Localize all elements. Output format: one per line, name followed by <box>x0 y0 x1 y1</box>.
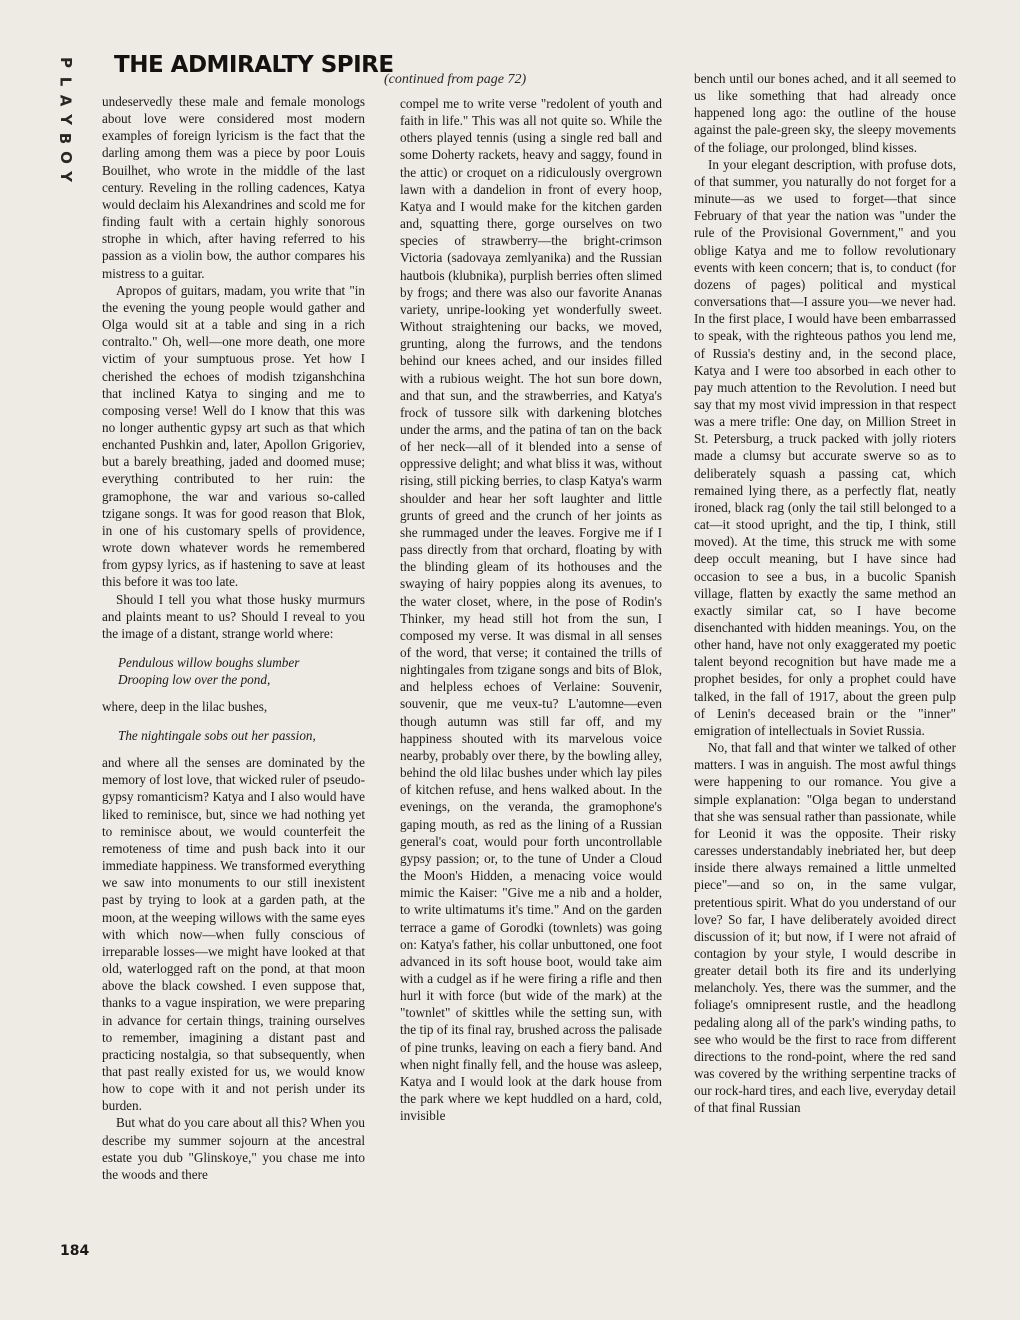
paragraph: where, deep in the lilac bushes, <box>102 699 268 714</box>
article-headline: THE ADMIRALTY SPIRE <box>114 52 394 78</box>
paragraph: In your elegant description, with profuse dots, of that summer, you naturally do not forget for a minute—as we used to forget—that since February of that year the nation was "under the rule of the Provisional Government," and you oblige Katya and me to follow revolutionary events with keen concern; that is, to conduct (for dozens of pages) political and mystical conversations that—I assure you—we never had. In the first place, I would have been embarrassed to speak, with the righteous pathos you lend me, of Russia's destiny and, in the second place, Katya and I were too absorbed in each other to pay much attention to the Revolution. I need but say that my most vivid impression in that respect was a mere trifle: One day, on Million Street in St. Petersburg, a truck packed with jolly rioters made a clumsy but accurate swerve so as to deliberately squash a passing cat, which remained lying there, as a perfectly flat, neatly ironed, black rag (only the tail still belonged to a cat—it stood upright, and the tip, I think, still moved). At the time, this struck me with some deep occult meaning, but I have since had occasion to see a bus, in a bucolic Spanish village, flatten by exactly the same method an exactly similar cat, so I have become disenchanted with hidden meanings. You, on the other hand, have not only exaggerated my poetic talent beyond recognition but have made me a prophet besides, for only a prophet could have talked, in the fall of 1917, about the green pulp of Lenin's deceased brain or the "inner" emigration of intellectuals in Soviet Russia. <box>694 156 956 738</box>
paragraph: No, that fall and that winter we talked of other matters. I was in anguish. The most awful things were happening to our romance. You give a simple explanation: "Olga began to understand that she was sensual rather than passionate, while for Leonid it was the opposite. Their risky caresses understandably inebriated her, but deep inside there always remained a little unmelted piece"—and so on, in the same vulgar, pretentious spirit. What do you understand of our love? So far, I have deliberately avoided direct discussion of it; but now, if I were not afraid of contagion by your style, I would describe in greater detail both its fire and its underlying melancholy. Yes, there was the summer, and the foliage's omnipresent rustle, and the headlong pedaling along all of the park's winding paths, to see who would be the first to race from different directions to the rond-point, where the red sand was covered by the writhing serpentine tracks of our rock-hard tires, and each live, everyday detail of that final Russian <box>694 740 956 1116</box>
paragraph: and where all the senses are dominated by the memory of lost love, that wicked ruler of pseudo-gypsy romanticism? Katya and I also would have liked to reminisce, but, since we had nothing yet to reminisce about, we would counterfeit the remoteness of time and push back into it our immediate happiness. We transformed everything we saw into monuments to our still inexistent past by trying to look at a garden path, at the moon, at the weeping willows with the same eyes with which now—when fully conscious of irreparable losses—we might have looked at that old, waterlogged raft on the pond, at that moon above the black cowshed. I even suppose that, thanks to a vague inspiration, we were preparing in advance for certain things, training ourselves to remember, imagining a distant past and practicing nostalgia, so that subsequently, when that past really existed for us, we would know how to cope with it and not perish under its burden. <box>102 755 365 1114</box>
text-column-1 <box>102 93 365 1183</box>
magazine-sidebar-logo <box>52 54 78 185</box>
paragraph: undeservedly these male and female monologs about love were considered most modern examples of foreign lyricism is the fact that the darling among them was a piece by poor Louis Bouilhet, who wrote in the middle of the last century. Reveling in the rolling cadences, Katya would declaim his Alexandrines and scold me for finding fault with a certain highly sonorous strophe in which, after having referred to his passion as a violin bow, the author compares his mistress to a guitar. <box>102 94 365 281</box>
logo-letter: Y <box>56 114 75 125</box>
page-number: 184 <box>60 1243 90 1259</box>
paragraph: But what do you care about all this? When you describe my summer sojourn at the ancestral estate you dub "Glinskoye," you chase me into the woods and there <box>102 1115 365 1182</box>
paragraph: Should I tell you what those husky murmurs and plaints meant to us? Should I reveal to you the image of a distant, strange world where: <box>102 591 365 641</box>
verse-line: The nightingale sobs out her passion, <box>118 728 316 744</box>
verse-line: Pendulous willow boughs slumber <box>118 655 300 670</box>
text-column-2 <box>400 95 662 1124</box>
continued-note: (continued from page 72) <box>384 72 527 87</box>
paragraph: bench until our bones ached, and it all seemed to us like something that had already once happened long ago: the outline of the house against the pale-green sky, the sleepy movements of the foliage, our prolonged, blind kisses. <box>694 71 956 155</box>
paragraph: compel me to write verse "redolent of youth and faith in life." This was all not quite so. While the others played tennis (using a single red ball and some Doherty rackets, heavy and saggy, found in the attic) or croquet on a ridiculously overgrown lawn with a dandelion in front of every hoop, Katya and I would make for the kitchen garden and, squatting there, gorge ourselves on two species of strawberry—the bright-crimson Victoria (sadovaya zemlyanika) and the Russian hautbois (klubnika), purplish berries often slimed by frogs; and there was also our favorite Ananas variety, unripe-looking yet wonderfully sweet. Without straightening our backs, we moved, grunting, along the furrows, and the tendons behind our knees ached, and our insides filled with a rubious weight. The hot sun bore down, and that sun, and the strawberries, and Katya's frock of tussore silk with darkening blotches under the arms, and the patina of tan on the back of her neck—all of it blended into a sense of oppressive delight; and what bliss it was, without rising, still picking berries, to clasp Katya's warm shoulder and hear her soft laughter and little grunts of greed and the crunch of her joints as she rummaged under the leaves. Forgive me if I pass directly from that orchard, floating by with the blinding gleam of its hothouses and the swaying of hairy poppies along its avenues, to the water closet, where, in the pose of Rodin's Thinker, my head still hot from the sun, I composed my verse. It was dismal in all senses of the word, that verse; it contained the trills of nightingales from tzigane songs and bits of Blok, and helpless echoes of Verlaine: Souvenir, souvenir, que me veux-tu? L'automne—even though autumn was still far off, and my happiness shouted with its marvelous voice nearby, probably over there, by the bowling alley, behind the old lilac bushes under which lay piles of kitchen refuse, and hens walked about. In the evenings, on the veranda, the gramophone's gaping mouth, as red as the lining of a Russian general's coat, would pour forth uncontrollable gypsy passion; or, to the tune of Under a Cloud the Moon's Hidden, a menacing voice would mimic the Kaiser: "Give me a nib and a holder, to write ultimatums it's time." And on the garden terrace a game of Gorodki (townlets) was going on: Katya's father, his collar unbuttoned, one foot advanced in its soft house boot, would take aim with a cudgel as if he were firing a rifle and then hurl it with force (but wide of the mark) at the "townlet" of skittles while the setting sun, with the tip of its final ray, brushed across the palisade of pine trunks, leaving on each a fiery band. And when night finally fell, and the house was asleep, Katya and I would look at the dark house from the park where we kept huddled on a hard, cold, invisible <box>400 96 662 1124</box>
verse-quote <box>118 654 365 688</box>
logo-letter: O <box>56 151 75 164</box>
verse-line: Drooping low over the pond, <box>118 672 271 687</box>
text-column-3 <box>694 70 956 1117</box>
logo-letter: Y <box>56 171 75 182</box>
logo-letter: P <box>56 57 75 68</box>
verse-quote <box>118 727 365 744</box>
logo-letter: L <box>56 76 75 87</box>
paragraph: Apropos of guitars, madam, you write that "in the evening the young people would gather and Olga would sit at a table and sing in a rich contralto." Oh, well—one more death, one more victim of your sumptuous prose. Yet how I cherished the echoes of modish tziganshchina that inclined Katya to singing and me to composing verse! Well do I know that this was no longer authentic gypsy art such as that which enchanted Pushkin and, later, Apollon Grigoriev, but a barely breathing, jaded and doomed muse; everything contributed to her ruin: the gramophone, the war and various so-called tzigane songs. It was for good reason that Blok, in one of his customary spells of providence, wrote down whatever words he remembered from gypsy lyrics, as if hastening to save at least this before it was too late. <box>102 282 365 590</box>
logo-letter: A <box>56 94 75 107</box>
logo-letter: B <box>56 132 75 145</box>
